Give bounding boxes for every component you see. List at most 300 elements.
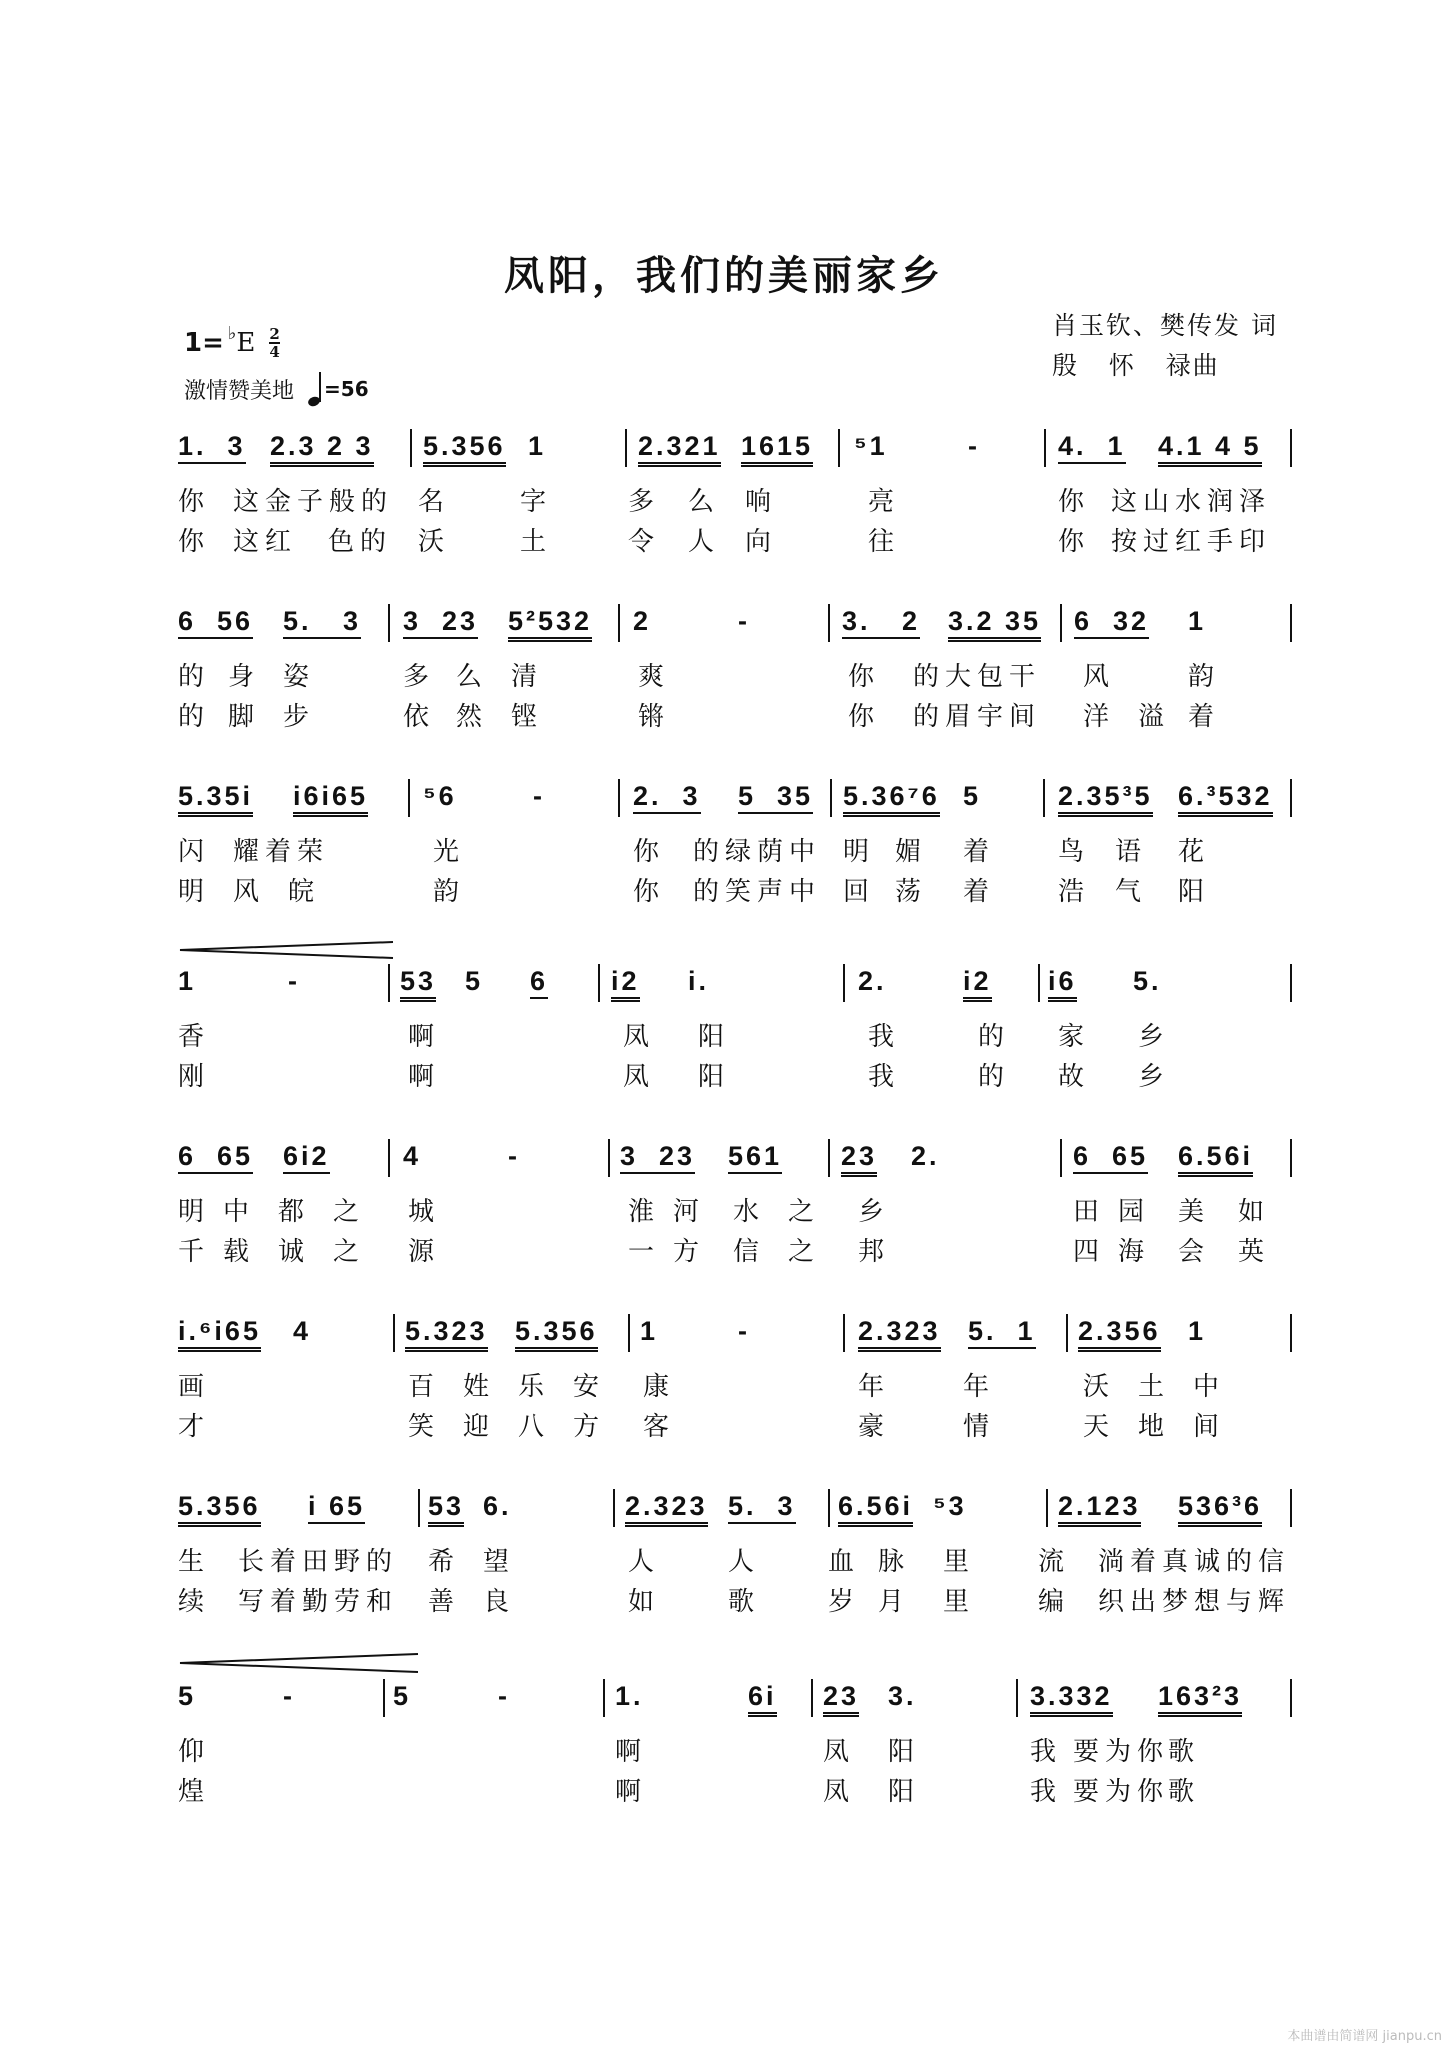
barline xyxy=(418,1489,420,1527)
note-group: 5.35i xyxy=(178,781,253,817)
lyric-syllable: 四 xyxy=(1073,1237,1106,1267)
lyric-syllable: 清 xyxy=(511,662,544,692)
lyric-syllable: 气 xyxy=(1115,877,1148,907)
lyric-syllable: 编 xyxy=(1038,1587,1071,1617)
lyric-syllable: 写着勤劳和 xyxy=(238,1587,399,1617)
lyric-syllable: 源 xyxy=(408,1237,441,1267)
barline xyxy=(618,779,620,817)
note-group: 163²3 xyxy=(1158,1681,1242,1717)
lyric-syllable: 天 xyxy=(1083,1412,1116,1442)
lyric-syllable: 姿 xyxy=(283,662,316,692)
barline xyxy=(828,604,830,642)
lyric-syllable: 的 xyxy=(978,1022,1011,1052)
lyric-syllable: 风 xyxy=(233,877,266,907)
barline xyxy=(393,1314,395,1352)
quarter-note-icon xyxy=(308,372,322,406)
lyric-syllable: 字 xyxy=(520,487,553,517)
lyric-syllable: 年 xyxy=(858,1372,891,1402)
note-group: 2 xyxy=(633,606,652,636)
barline xyxy=(1290,1679,1292,1717)
note-group: 6.56i xyxy=(1178,1141,1253,1177)
lyric-syllable: 多 xyxy=(403,662,436,692)
lyric-syllable: 要为你 xyxy=(1073,1777,1170,1807)
lyric-syllable: 美 xyxy=(1178,1197,1211,1227)
barline xyxy=(598,964,600,1002)
note-group: 1615 xyxy=(741,431,813,467)
note-group: 5. 3 xyxy=(728,1491,796,1524)
lyric-syllable: 淮 xyxy=(628,1197,661,1227)
note-group: 3. xyxy=(888,1681,917,1711)
note-group: 1 xyxy=(178,966,197,996)
lyric-syllable: 的 xyxy=(978,1062,1011,1092)
lyric-syllable: 阳 xyxy=(888,1777,921,1807)
lyric-syllable: 流 xyxy=(1038,1547,1071,1577)
lyric-syllable: 你 xyxy=(1058,487,1091,517)
lyric-syllable: 你 xyxy=(1058,527,1091,557)
note-group: 5. xyxy=(1133,966,1162,996)
lyric-verse-2 xyxy=(178,1771,1298,1811)
lyric-syllable: 色的 xyxy=(328,527,393,557)
lyric-syllable: 之 xyxy=(788,1237,821,1267)
lyric-syllable: 语 xyxy=(1115,837,1148,867)
note-group: 3 23 xyxy=(403,606,478,639)
lyric-syllable: 织出梦想与辉 xyxy=(1098,1587,1291,1617)
note-group: 2. xyxy=(858,966,887,996)
lyric-syllable: 歌 xyxy=(728,1587,761,1617)
barline xyxy=(811,1679,813,1717)
note-group: 2.323 xyxy=(625,1491,708,1527)
note-group: 5²532 xyxy=(508,606,592,642)
barline xyxy=(1060,1139,1062,1177)
note-group: 2. xyxy=(911,1141,940,1171)
lyric-syllable: 香 xyxy=(178,1022,211,1052)
barline xyxy=(1043,779,1045,817)
lyric-syllable: 土 xyxy=(1138,1372,1171,1402)
lyric-syllable: 这红 xyxy=(233,527,298,557)
crescendo-hairpin-icon xyxy=(178,1652,423,1674)
barline xyxy=(1038,964,1040,1002)
note-group: 2. 3 xyxy=(633,781,701,814)
barline xyxy=(828,1489,830,1527)
lyric-syllable: 着 xyxy=(963,877,996,907)
lyric-syllable: 啊 xyxy=(615,1777,648,1807)
lyric-syllable: 水 xyxy=(733,1197,766,1227)
lyric-syllable: 煌 xyxy=(178,1777,211,1807)
expression-text: 激情赞美地 xyxy=(184,378,295,404)
lyric-syllable: 往 xyxy=(868,527,901,557)
lyric-syllable: 之 xyxy=(788,1197,821,1227)
barline xyxy=(603,1679,605,1717)
barline xyxy=(1290,1489,1292,1527)
note-group: i6i65 xyxy=(293,781,368,817)
lyric-syllable: 向 xyxy=(745,527,778,557)
lyric-verse-1 xyxy=(178,831,1298,871)
lyric-syllable: 的绿荫中 xyxy=(693,837,822,867)
lyric-syllable: 歌 xyxy=(1168,1737,1201,1767)
lyric-syllable: 如 xyxy=(1238,1197,1271,1227)
lyric-syllable: 溢 xyxy=(1138,702,1171,732)
note-group: 2.123 xyxy=(1058,1491,1141,1527)
note-group: 2.321 xyxy=(638,431,721,467)
barline xyxy=(388,604,390,642)
barline xyxy=(628,1314,630,1352)
lyric-syllable: 凤 xyxy=(823,1737,856,1767)
lyric-syllable: 都 xyxy=(278,1197,311,1227)
lyric-syllable: 我 xyxy=(1030,1777,1063,1807)
score-system xyxy=(178,1485,1298,1621)
lyric-syllable: 沃 xyxy=(418,527,451,557)
barline xyxy=(388,1139,390,1177)
lyric-syllable: 八 xyxy=(518,1412,551,1442)
lyric-verse-2 xyxy=(178,871,1298,911)
lyric-syllable: 你 xyxy=(848,662,881,692)
note-group: 5 xyxy=(963,781,982,811)
barline xyxy=(1290,429,1292,467)
lyric-syllable: 如 xyxy=(628,1587,661,1617)
lyric-syllable: 百 xyxy=(408,1372,441,1402)
note-group: 6.³532 xyxy=(1178,781,1273,817)
note-group: 6i2 xyxy=(283,1141,330,1174)
note-group: 561 xyxy=(728,1141,782,1174)
lyric-syllable: 你 xyxy=(178,487,211,517)
note-group: 5. 1 xyxy=(968,1316,1036,1349)
note-group: 5.36⁷6 xyxy=(843,781,940,817)
note-group: 1 xyxy=(640,1316,659,1346)
time-signature xyxy=(269,326,279,360)
lyric-syllable: 豪 xyxy=(858,1412,891,1442)
lyric-syllable: 你 xyxy=(633,837,666,867)
lyric-verse-1 xyxy=(178,1366,1298,1406)
lyric-syllable: 阳 xyxy=(888,1737,921,1767)
barline xyxy=(608,1139,610,1177)
lyric-syllable: 啊 xyxy=(408,1022,441,1052)
lyric-syllable: 响 xyxy=(745,487,778,517)
lyric-syllable: 血 xyxy=(828,1547,861,1577)
notation-line xyxy=(178,1675,1298,1731)
lyric-syllable: 人 xyxy=(628,1547,661,1577)
barline xyxy=(410,429,412,467)
lyric-syllable: 沃 xyxy=(1083,1372,1116,1402)
score-system xyxy=(178,775,1298,911)
note-group: 2.3 2 3 xyxy=(270,431,374,467)
lyric-syllable: 中 xyxy=(223,1197,256,1227)
barline xyxy=(388,964,390,1002)
lyric-syllable: 生 xyxy=(178,1547,211,1577)
lyric-syllable: 爽 xyxy=(638,662,671,692)
lyric-syllable: 的笑声中 xyxy=(693,877,822,907)
lyric-syllable: 的 xyxy=(178,702,211,732)
barline xyxy=(838,429,840,467)
lyric-syllable: 土 xyxy=(520,527,553,557)
barline xyxy=(383,1679,385,1717)
lyric-syllable: 凤 xyxy=(623,1022,656,1052)
score-system xyxy=(178,960,1298,1096)
lyric-syllable: 皖 xyxy=(288,877,321,907)
note-group: 1. xyxy=(615,1681,644,1711)
lyric-syllable: 望 xyxy=(483,1547,516,1577)
lyric-syllable: 良 xyxy=(483,1587,516,1617)
note-group: 6 65 xyxy=(1073,1141,1148,1174)
lyric-syllable: 步 xyxy=(283,702,316,732)
note-group: 5. 3 xyxy=(283,606,361,639)
lyric-syllable: 里 xyxy=(943,1587,976,1617)
note-group: 23 xyxy=(841,1141,877,1177)
note-group: 6 56 xyxy=(178,606,253,639)
note-group: 4.1 4 5 xyxy=(1158,431,1262,467)
note-group: 6 65 xyxy=(178,1141,253,1174)
crescendo-hairpin-icon xyxy=(178,940,398,960)
notation-line xyxy=(178,1310,1298,1366)
lyric-syllable: 阳 xyxy=(698,1062,731,1092)
lyric-syllable: 英 xyxy=(1238,1237,1271,1267)
lyric-syllable: 邦 xyxy=(858,1237,891,1267)
lyric-syllable: 花 xyxy=(1178,837,1211,867)
barline xyxy=(613,1489,615,1527)
lyric-syllable: 善 xyxy=(428,1587,461,1617)
note-group: 5.323 xyxy=(405,1316,488,1352)
lyric-syllable: 人 xyxy=(728,1547,761,1577)
lyric-syllable: 人 xyxy=(688,527,721,557)
lyric-syllable: 洋 xyxy=(1083,702,1116,732)
score-system xyxy=(178,1135,1298,1271)
note-group: 4 xyxy=(293,1316,312,1346)
lyric-syllable: 方 xyxy=(673,1237,706,1267)
lyric-syllable: 这山水润泽 xyxy=(1111,487,1272,517)
lyric-verse-2 xyxy=(178,696,1298,736)
note-group: i6 xyxy=(1048,966,1077,1002)
note-group: 1. 3 xyxy=(178,431,246,464)
lyric-syllable: 你 xyxy=(178,527,211,557)
lyric-syllable: 海 xyxy=(1118,1237,1151,1267)
lyric-syllable: 仰 xyxy=(178,1737,211,1767)
note-group: ⁵1 xyxy=(854,431,888,461)
lyric-syllable: 岁 xyxy=(828,1587,861,1617)
barline xyxy=(618,604,620,642)
note-group: 5.356 xyxy=(515,1316,598,1352)
note-group: 4. 1 xyxy=(1058,431,1126,464)
lyric-syllable: 画 xyxy=(178,1372,211,1402)
lyric-syllable: 乡 xyxy=(858,1197,891,1227)
lyric-syllable: 凤 xyxy=(623,1062,656,1092)
note-group: 2.35³5 xyxy=(1058,781,1153,817)
barline xyxy=(1290,964,1292,1002)
lyric-syllable: 间 xyxy=(1193,1412,1226,1442)
lyric-syllable: 阳 xyxy=(698,1022,731,1052)
lyric-verse-1 xyxy=(178,1016,1298,1056)
lyric-syllable: 之 xyxy=(333,1197,366,1227)
notation-line xyxy=(178,960,1298,1016)
note-group: 5.356 xyxy=(423,431,506,467)
lyric-syllable: 长着田野的 xyxy=(238,1547,399,1577)
lyric-syllable: 河 xyxy=(673,1197,706,1227)
lyric-syllable: 锵 xyxy=(638,702,671,732)
note-group: 5 xyxy=(178,1681,197,1711)
notation-line xyxy=(178,1485,1298,1541)
lyric-syllable: 客 xyxy=(643,1412,676,1442)
key-tonic: 1= xyxy=(184,328,224,358)
lyric-syllable: 铿 xyxy=(511,702,544,732)
barline xyxy=(1016,1679,1018,1717)
lyric-verse-2 xyxy=(178,1581,1298,1621)
note-group: 6 xyxy=(530,966,548,999)
note-group: 2.323 xyxy=(858,1316,941,1352)
lyric-syllable: 家 xyxy=(1058,1022,1091,1052)
lyric-syllable: 光 xyxy=(433,837,466,867)
note-group: 5 xyxy=(465,966,484,996)
lyric-syllable: 明 xyxy=(178,877,211,907)
lyric-syllable: 康 xyxy=(643,1372,676,1402)
lyric-syllable: 凤 xyxy=(823,1777,856,1807)
note-group: 5 35 xyxy=(738,781,813,814)
note-group: 5.356 xyxy=(178,1491,261,1527)
lyric-syllable: 鸟 xyxy=(1058,837,1091,867)
note-group: 6i xyxy=(748,1681,777,1717)
notation-line xyxy=(178,1135,1298,1191)
lyric-syllable: 迎 xyxy=(463,1412,496,1442)
note-group: ⁵3 xyxy=(933,1491,967,1521)
note-group: - xyxy=(968,431,980,461)
barline xyxy=(1060,604,1062,642)
lyric-syllable: 么 xyxy=(688,487,721,517)
note-group: - xyxy=(738,606,750,636)
lyric-syllable: 会 xyxy=(1178,1237,1211,1267)
lyric-syllable: 的眉宇间 xyxy=(913,702,1042,732)
lyric-syllable: 城 xyxy=(408,1197,441,1227)
note-group: 2.356 xyxy=(1078,1316,1161,1352)
lyric-verse-1 xyxy=(178,1541,1298,1581)
note-group: 1 xyxy=(1188,1316,1207,1346)
lyric-syllable: 里 xyxy=(943,1547,976,1577)
lyric-syllable: 亮 xyxy=(868,487,901,517)
barline xyxy=(1046,1489,1048,1527)
lyric-syllable: 风 xyxy=(1083,662,1116,692)
composer-credit: 殷 怀 禄曲 xyxy=(1052,351,1220,380)
lyric-syllable: 韵 xyxy=(433,877,466,907)
time-denominator: 4 xyxy=(269,343,280,361)
lyric-syllable: 才 xyxy=(178,1412,211,1442)
lyric-syllable: 的大包干 xyxy=(913,662,1042,692)
lyric-syllable: 方 xyxy=(573,1412,606,1442)
note-group: i2 xyxy=(611,966,640,1002)
lyric-syllable: 耀着荣 xyxy=(233,837,330,867)
lyric-syllable: 依 xyxy=(403,702,436,732)
lyric-syllable: 载 xyxy=(223,1237,256,1267)
note-group: i2 xyxy=(963,966,992,1002)
lyric-syllable: 笑 xyxy=(408,1412,441,1442)
tempo-bpm: =56 xyxy=(324,377,369,401)
lyric-verse-1 xyxy=(178,481,1298,521)
barline xyxy=(1290,779,1292,817)
lyric-syllable: 淌着真诚的信 xyxy=(1098,1547,1291,1577)
lyric-syllable: 诚 xyxy=(278,1237,311,1267)
lyric-syllable: 名 xyxy=(418,487,451,517)
note-group: ⁵6 xyxy=(423,781,457,811)
barline xyxy=(1290,1139,1292,1177)
note-group: 3.2 35 xyxy=(948,606,1041,642)
lyric-syllable: 按过红手印 xyxy=(1111,527,1272,557)
note-group: - xyxy=(738,1316,750,1346)
lyric-syllable: 你 xyxy=(633,877,666,907)
note-group: 536³6 xyxy=(1178,1491,1262,1527)
lyric-syllable: 的 xyxy=(178,662,211,692)
lyric-syllable: 之 xyxy=(333,1237,366,1267)
lyric-syllable: 刚 xyxy=(178,1062,211,1092)
lyric-verse-1 xyxy=(178,1191,1298,1231)
lyric-syllable: 我 xyxy=(868,1062,901,1092)
key-signature xyxy=(184,322,280,361)
barline xyxy=(1290,1314,1292,1352)
song-title: 凤阳，我们的美丽家乡 xyxy=(504,252,944,299)
lyric-syllable: 浩 xyxy=(1058,877,1091,907)
note-group: 53 xyxy=(428,1491,464,1527)
credits xyxy=(1052,306,1278,386)
barline xyxy=(828,1139,830,1177)
note-group: 4 xyxy=(403,1141,422,1171)
note-group: 3 23 xyxy=(620,1141,695,1174)
lyric-syllable: 闪 xyxy=(178,837,211,867)
lyric-syllable: 荡 xyxy=(895,877,928,907)
lyric-syllable: 信 xyxy=(733,1237,766,1267)
lyric-syllable: 多 xyxy=(628,487,661,517)
lyric-syllable: 这金子般的 xyxy=(233,487,394,517)
note-group: 53 xyxy=(400,966,436,1002)
score-system xyxy=(178,1675,1298,1811)
lyric-syllable: 令 xyxy=(628,527,661,557)
flat-icon: ♭ xyxy=(227,322,237,344)
lyric-syllable: 啊 xyxy=(615,1737,648,1767)
barline xyxy=(1290,604,1292,642)
lyric-verse-2 xyxy=(178,521,1298,561)
notation-line xyxy=(178,600,1298,656)
note-group: i. xyxy=(688,966,710,996)
note-group: 3. 2 xyxy=(842,606,920,639)
barline xyxy=(1044,429,1046,467)
lyric-syllable: 续 xyxy=(178,1587,211,1617)
score-system xyxy=(178,600,1298,736)
notation-line xyxy=(178,425,1298,481)
note-group: 6. xyxy=(483,1491,512,1521)
note-group: - xyxy=(288,966,300,996)
lyric-syllable: 然 xyxy=(456,702,489,732)
lyric-syllable: 着 xyxy=(1188,702,1221,732)
note-group: i.⁶i65 xyxy=(178,1316,261,1352)
note-group: 1 xyxy=(528,431,547,461)
lyric-syllable: 情 xyxy=(963,1412,996,1442)
note-group: 6 32 xyxy=(1074,606,1149,639)
note-group: i 65 xyxy=(308,1491,365,1524)
lyric-syllable: 脚 xyxy=(228,702,261,732)
lyric-verse-2 xyxy=(178,1056,1298,1096)
lyric-syllable: 月 xyxy=(878,1587,911,1617)
barline xyxy=(625,429,627,467)
lyric-syllable: 我 xyxy=(868,1022,901,1052)
lyric-syllable: 明 xyxy=(178,1197,211,1227)
note-group: 5 xyxy=(393,1681,412,1711)
note-group: - xyxy=(533,781,545,811)
lyric-syllable: 一 xyxy=(628,1237,661,1267)
lyric-syllable: 年 xyxy=(963,1372,996,1402)
lyric-syllable: 明 xyxy=(843,837,876,867)
lyric-verse-1 xyxy=(178,656,1298,696)
note-group: 23 xyxy=(823,1681,859,1717)
lyric-syllable: 姓 xyxy=(463,1372,496,1402)
score-system xyxy=(178,425,1298,561)
lyric-syllable: 媚 xyxy=(895,837,928,867)
lyric-syllable: 歌 xyxy=(1168,1777,1201,1807)
lyric-syllable: 园 xyxy=(1118,1197,1151,1227)
lyric-syllable: 乡 xyxy=(1138,1022,1171,1052)
lyric-syllable: 啊 xyxy=(408,1062,441,1092)
